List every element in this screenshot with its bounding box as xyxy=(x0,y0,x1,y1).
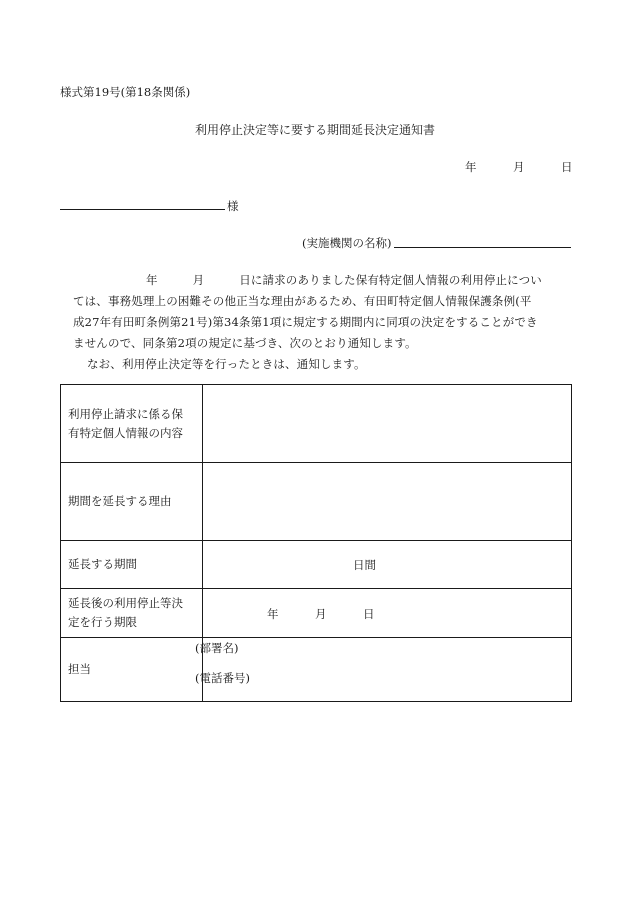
contact-field[interactable] xyxy=(195,638,572,702)
body-line: ませんので、同条第2項の規定に基づき、次のとおり通知します。 xyxy=(73,336,417,350)
extension-days-unit: 日間 xyxy=(353,558,376,572)
label-line: 延長後の利用停止等決 xyxy=(68,596,183,610)
notice-details-table xyxy=(60,384,572,702)
label-line: 期間を延長する理由 xyxy=(68,494,172,508)
body-line: 成27年有田町条例第21号)第34条第1項に規定する期間内に同項の決定をすることができ xyxy=(73,315,538,329)
information-content-field[interactable] xyxy=(203,385,572,463)
label-line: 有特定個人情報の内容 xyxy=(68,425,183,440)
department-label: (部署名) xyxy=(195,641,239,655)
deadline-day: 日 xyxy=(363,607,375,621)
body-line: ては、事務処理上の困難その他正当な理由があるため、有田町特定個人情報保護条例(平 xyxy=(73,294,532,308)
table-row xyxy=(61,463,572,541)
notice-date xyxy=(0,159,630,175)
table-row xyxy=(61,541,572,589)
notice-date-day: 日 xyxy=(561,160,573,174)
agency-name-label: (実施機関の名称) xyxy=(302,236,392,250)
table-row xyxy=(61,589,572,638)
deadline-month: 月 xyxy=(315,607,327,621)
label-line: 延長する期間 xyxy=(68,557,137,571)
table-row xyxy=(61,638,572,702)
notice-date-month: 月 xyxy=(513,160,525,174)
recipient-name-line xyxy=(60,209,225,210)
decision-deadline-field[interactable] xyxy=(203,589,572,638)
label-line: 担当 xyxy=(68,662,91,676)
row-label-decision-deadline xyxy=(61,589,203,638)
notice-date-year: 年 xyxy=(465,160,477,174)
label-line: 利用停止請求に係る保 xyxy=(68,406,183,421)
row-label-extension-reason xyxy=(61,463,203,541)
document-title: 利用停止決定等に要する期間延長決定通知書 xyxy=(194,123,435,137)
body-line: 年 月 日に請求のありました保有特定個人情報の利用停止につい xyxy=(146,273,542,287)
recipient-honorific: 様 xyxy=(227,199,239,213)
form-number: 様式第19号(第18条関係) xyxy=(60,85,191,99)
deadline-year: 年 xyxy=(267,607,279,621)
phone-label: (電話番号) xyxy=(195,671,250,685)
agency-name-line xyxy=(394,247,571,248)
extension-period-field[interactable] xyxy=(203,541,572,589)
extension-reason-field[interactable] xyxy=(203,463,572,541)
row-label-extension-period xyxy=(61,541,203,589)
row-label-information-content xyxy=(61,385,203,463)
body-line: なお、利用停止決定等を行ったときは、通知します。 xyxy=(87,357,366,371)
row-label-contact xyxy=(61,638,203,702)
label-line: 定を行う期限 xyxy=(68,615,137,629)
table-row xyxy=(61,385,572,463)
